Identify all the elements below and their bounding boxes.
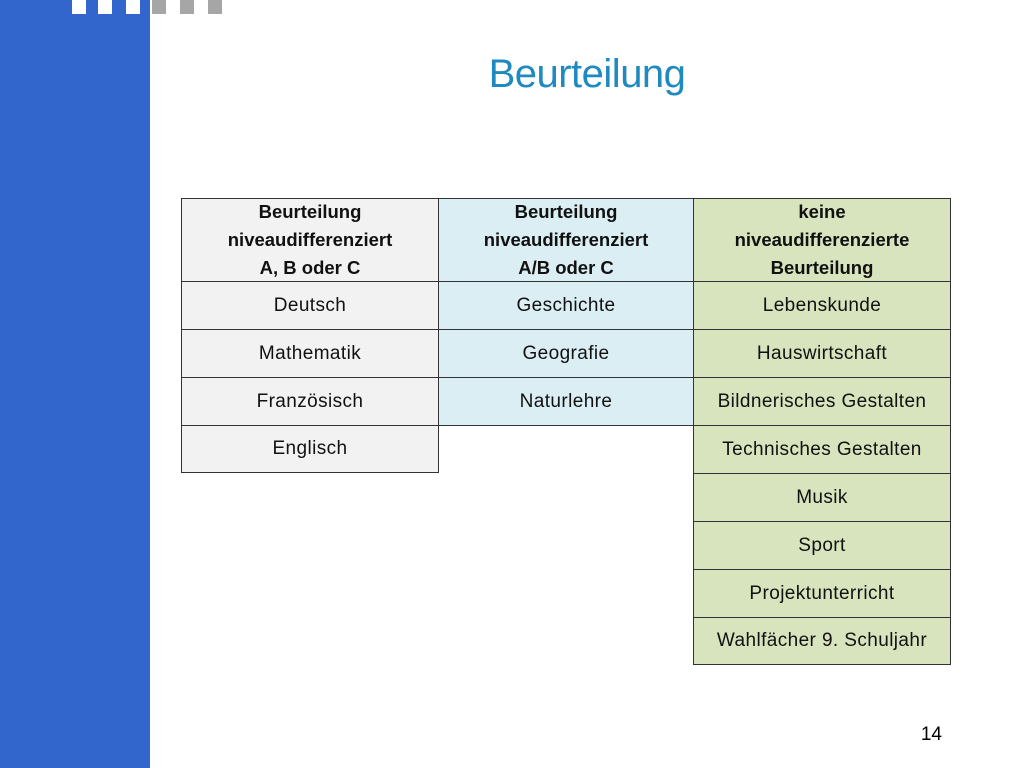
square-4	[152, 0, 166, 14]
header-column-2	[438, 198, 694, 282]
header-column-3	[693, 198, 951, 282]
subject-cell: Sport	[693, 521, 951, 570]
header-2-line-2: niveaudifferenziert	[483, 229, 649, 250]
slide-title: Beurteilung	[488, 52, 686, 96]
square-1	[72, 0, 86, 14]
header-3-line-2: niveaudifferenzierte	[734, 229, 910, 250]
subject-cell: Deutsch	[181, 281, 439, 330]
header-3-line-1: keine	[798, 201, 846, 222]
subject-cell: Hauswirtschaft	[693, 329, 951, 378]
subject-cell: Bildnerisches Gestalten	[693, 377, 951, 426]
square-3	[126, 0, 140, 14]
square-5	[180, 0, 194, 14]
subject-cell: Französisch	[181, 377, 439, 426]
subject-cell: Technisches Gestalten	[693, 425, 951, 474]
subject-cell: Naturlehre	[438, 377, 694, 426]
header-1-line-1: Beurteilung	[258, 201, 362, 222]
side-bar	[0, 0, 150, 768]
header-2-line-3: A/B oder C	[518, 257, 614, 278]
subject-cell: Geografie	[438, 329, 694, 378]
page-number: 14	[920, 724, 942, 745]
square-2	[98, 0, 112, 14]
subject-cell: Projektunterricht	[693, 569, 951, 618]
subject-cell: Wahlfächer 9. Schuljahr	[693, 617, 951, 665]
subject-cell: Musik	[693, 473, 951, 522]
header-1-line-3: A, B oder C	[259, 257, 361, 278]
subject-cell: Mathematik	[181, 329, 439, 378]
header-column-1	[181, 198, 439, 282]
subject-cell: Lebenskunde	[693, 281, 951, 330]
header-2-line-1: Beurteilung	[514, 201, 618, 222]
subject-cell: Englisch	[181, 425, 439, 473]
header-3-line-3: Beurteilung	[770, 257, 874, 278]
subject-cell: Geschichte	[438, 281, 694, 330]
header-1-line-2: niveaudifferenziert	[227, 229, 393, 250]
square-6	[208, 0, 222, 14]
